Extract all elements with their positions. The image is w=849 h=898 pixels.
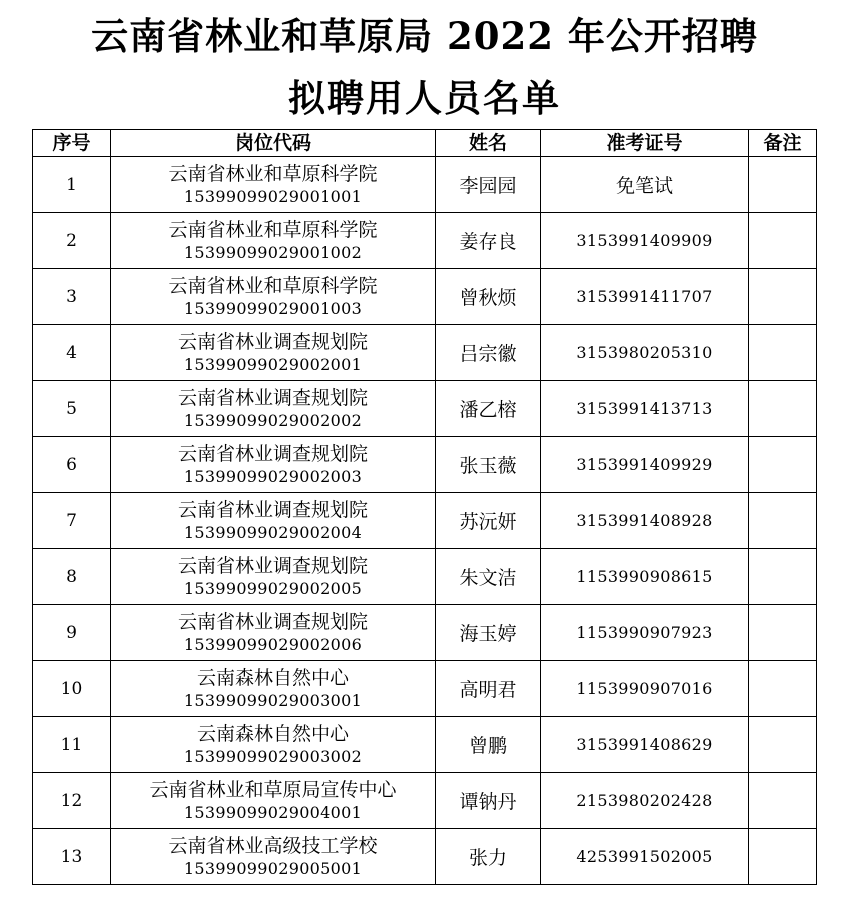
header-position-code: 岗位代码 <box>111 130 436 157</box>
position-code: 15399099029002005 <box>183 578 363 598</box>
hiring-list-table <box>32 129 817 885</box>
position-unit: 云南省林业调查规划院 <box>177 554 368 577</box>
cell-name: 吕宗徽 <box>436 325 541 381</box>
table-row <box>33 213 817 269</box>
cell-name: 谭钠丹 <box>436 773 541 829</box>
document-title-line-1: 云南省林业和草原局 2022 年公开招聘 <box>91 14 758 58</box>
position-code: 15399099029001003 <box>183 298 363 318</box>
cell-ticket-number: 1153990908615 <box>541 549 749 605</box>
cell-name: 潘乙榕 <box>436 381 541 437</box>
position-code: 15399099029003002 <box>183 746 363 766</box>
position-code: 15399099029003001 <box>183 690 363 710</box>
cell-ticket-number: 3153980205310 <box>541 325 749 381</box>
cell-note <box>749 717 817 773</box>
table-row <box>33 325 817 381</box>
position-unit: 云南省林业调查规划院 <box>177 330 368 353</box>
cell-note <box>749 157 817 213</box>
cell-note <box>749 437 817 493</box>
cell-name: 高明君 <box>436 661 541 717</box>
cell-position <box>111 269 436 325</box>
cell-ticket-number: 3153991408928 <box>541 493 749 549</box>
position-unit: 云南省林业调查规划院 <box>177 610 368 633</box>
position-code: 15399099029002002 <box>183 410 363 430</box>
cell-seq: 10 <box>33 661 111 717</box>
cell-position <box>111 493 436 549</box>
position-unit: 云南森林自然中心 <box>196 722 349 745</box>
cell-ticket-number: 免笔试 <box>541 157 749 213</box>
position-code: 15399099029002006 <box>183 634 363 654</box>
table-row <box>33 773 817 829</box>
cell-seq: 3 <box>33 269 111 325</box>
position-unit: 云南省林业和草原科学院 <box>168 162 378 185</box>
position-code: 15399099029005001 <box>183 858 363 878</box>
table-row <box>33 605 817 661</box>
cell-seq: 11 <box>33 717 111 773</box>
cell-seq: 7 <box>33 493 111 549</box>
cell-seq: 13 <box>33 829 111 885</box>
cell-position <box>111 661 436 717</box>
cell-note <box>749 549 817 605</box>
cell-seq: 5 <box>33 381 111 437</box>
cell-seq: 4 <box>33 325 111 381</box>
cell-position <box>111 381 436 437</box>
document-title-line-2: 拟聘用人员名单 <box>288 76 561 120</box>
cell-note <box>749 829 817 885</box>
header-note: 备注 <box>749 130 817 157</box>
cell-ticket-number: 3153991413713 <box>541 381 749 437</box>
position-unit: 云南森林自然中心 <box>196 666 349 689</box>
cell-note <box>749 493 817 549</box>
position-code: 15399099029002001 <box>183 354 363 374</box>
table-row <box>33 493 817 549</box>
cell-name: 曾鹏 <box>436 717 541 773</box>
cell-ticket-number: 3153991409929 <box>541 437 749 493</box>
cell-name: 李园园 <box>436 157 541 213</box>
table-body <box>33 157 817 885</box>
cell-position <box>111 213 436 269</box>
cell-name: 苏沅妍 <box>436 493 541 549</box>
cell-seq: 9 <box>33 605 111 661</box>
cell-ticket-number: 3153991411707 <box>541 269 749 325</box>
position-unit: 云南省林业调查规划院 <box>177 498 368 521</box>
cell-ticket-number: 2153980202428 <box>541 773 749 829</box>
table-row <box>33 549 817 605</box>
cell-seq: 12 <box>33 773 111 829</box>
cell-position <box>111 437 436 493</box>
cell-seq: 8 <box>33 549 111 605</box>
table-row <box>33 661 817 717</box>
position-code: 15399099029002003 <box>183 466 363 486</box>
position-unit: 云南省林业调查规划院 <box>177 386 368 409</box>
cell-ticket-number: 3153991409909 <box>541 213 749 269</box>
position-unit: 云南省林业和草原局宣传中心 <box>149 778 397 801</box>
table-row <box>33 829 817 885</box>
position-code: 15399099029001002 <box>183 242 363 262</box>
table-header-row <box>33 130 817 157</box>
cell-note <box>749 213 817 269</box>
position-code: 15399099029001001 <box>183 186 363 206</box>
cell-seq: 6 <box>33 437 111 493</box>
cell-ticket-number: 1153990907016 <box>541 661 749 717</box>
header-ticket-number: 准考证号 <box>541 130 749 157</box>
cell-name: 张玉薇 <box>436 437 541 493</box>
position-unit: 云南省林业和草原科学院 <box>168 218 378 241</box>
cell-position <box>111 773 436 829</box>
table-row <box>33 157 817 213</box>
cell-ticket-number: 4253991502005 <box>541 829 749 885</box>
table-row <box>33 269 817 325</box>
cell-name: 海玉婷 <box>436 605 541 661</box>
cell-name: 张力 <box>436 829 541 885</box>
cell-ticket-number: 1153990907923 <box>541 605 749 661</box>
cell-note <box>749 325 817 381</box>
header-name: 姓名 <box>436 130 541 157</box>
cell-note <box>749 269 817 325</box>
header-seq: 序号 <box>33 130 111 157</box>
cell-name: 曾秋烦 <box>436 269 541 325</box>
position-unit: 云南省林业高级技工学校 <box>168 834 378 857</box>
table-row <box>33 717 817 773</box>
cell-ticket-number: 3153991408629 <box>541 717 749 773</box>
cell-seq: 1 <box>33 157 111 213</box>
position-unit: 云南省林业调查规划院 <box>177 442 368 465</box>
position-unit: 云南省林业和草原科学院 <box>168 274 378 297</box>
cell-position <box>111 325 436 381</box>
cell-name: 朱文洁 <box>436 549 541 605</box>
cell-name: 姜存良 <box>436 213 541 269</box>
cell-position <box>111 157 436 213</box>
cell-position <box>111 549 436 605</box>
position-code: 15399099029004001 <box>183 802 363 822</box>
position-code: 15399099029002004 <box>183 522 363 542</box>
cell-seq: 2 <box>33 213 111 269</box>
cell-position <box>111 717 436 773</box>
cell-note <box>749 605 817 661</box>
cell-position <box>111 605 436 661</box>
cell-note <box>749 773 817 829</box>
table-row <box>33 381 817 437</box>
cell-position <box>111 829 436 885</box>
table-row <box>33 437 817 493</box>
cell-note <box>749 661 817 717</box>
cell-note <box>749 381 817 437</box>
